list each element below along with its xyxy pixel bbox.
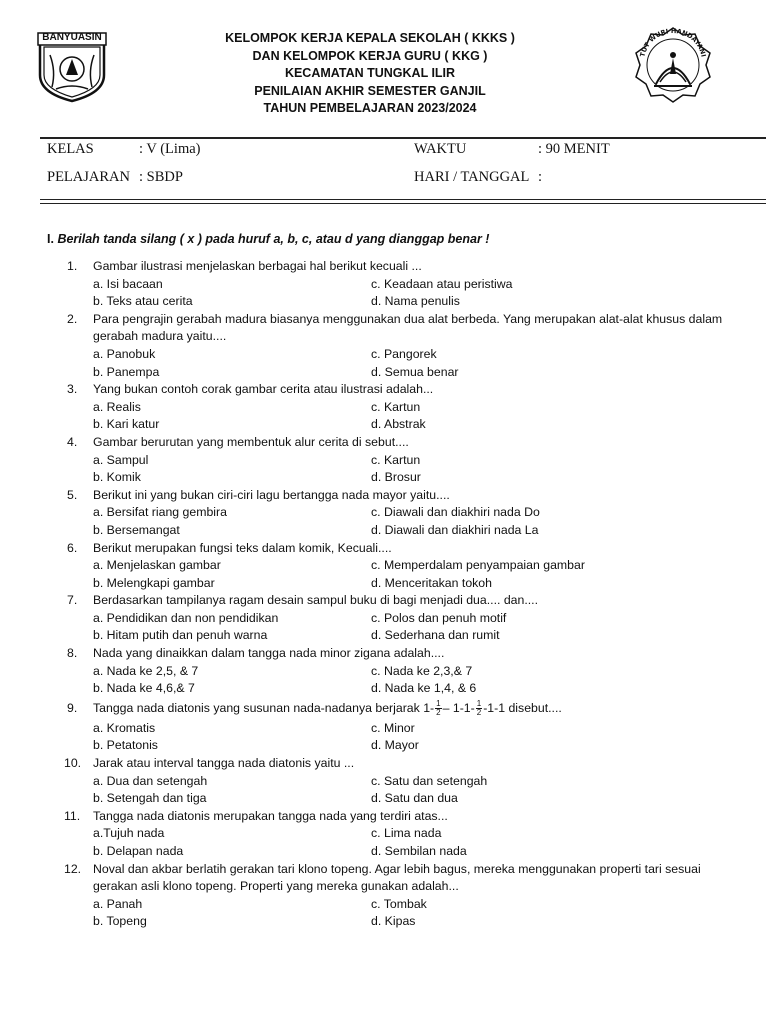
question-stem: Gambar berurutan yang membentuk alur cerita di sebut....	[93, 434, 409, 449]
option-c: c. Memperdalam penyampaian gambar	[371, 558, 585, 573]
header-line-4: PENILAIAN AKHIR SEMESTER GANJIL	[254, 83, 486, 98]
option-b: b. Delapan nada	[93, 844, 184, 858]
question-options	[0, 346, 768, 381]
question-options	[0, 557, 768, 592]
waktu-label: WAKTU	[414, 141, 467, 157]
question-stem: Tangga nada diatonis merupakan tangga nada yang terdiri atas...	[93, 808, 448, 823]
option-a: a. Isi bacaan	[93, 276, 163, 291]
option-a: a. Kromatis	[93, 720, 156, 735]
option-a: a. Bersifat riang gembira	[93, 505, 227, 520]
header-line-3: KECAMATAN TUNGKAL ILIR	[284, 66, 456, 80]
header-line-1: KELOMPOK KERJA KEPALA SEKOLAH ( KKKS )	[225, 31, 515, 45]
question-number: 11.	[64, 808, 81, 823]
fraction-denominator: 2	[436, 708, 441, 718]
question-stem: Berikut merupakan fungsi teks dalam komik, Kecuali....	[93, 540, 392, 555]
option-c: c. Pangorek	[371, 346, 437, 361]
option-d: d. Satu dan dua	[371, 791, 458, 806]
instruction-text: Berilah tanda silang ( x ) pada huruf a, b, c, atau d yang dianggap benar !	[57, 232, 490, 246]
question-list	[0, 258, 768, 931]
question-stem: Gambar ilustrasi menjelaskan berbagai hal berikut kecuali ...	[93, 259, 422, 273]
question-options	[0, 610, 768, 645]
option-d: d. Mayor	[371, 738, 419, 753]
header-line-5: TAHUN PEMBELAJARAN 2023/2024	[263, 101, 477, 115]
question-4	[0, 434, 768, 487]
option-b: b. Bersemangat	[93, 522, 180, 537]
question-options	[0, 452, 768, 487]
option-b: b. Komik	[93, 470, 141, 485]
kelas-label: KELAS	[47, 141, 94, 157]
option-a: a.Tujuh nada	[93, 826, 165, 841]
question-options	[0, 276, 768, 311]
question-number: 4.	[67, 434, 78, 449]
kelas-value: : V (Lima)	[139, 141, 201, 157]
question-options	[0, 773, 768, 808]
pelajaran-value: : SBDP	[139, 169, 183, 185]
option-d: d. Nama penulis	[371, 294, 460, 309]
question-options	[0, 896, 768, 931]
banyuasin-logo-text: BANYUASIN	[42, 32, 102, 43]
fraction-half	[435, 700, 441, 717]
question-stem: Noval dan akbar berlatih gerakan tari klono topeng. Agar lebih bagus, mereka menggunakan properti tari sesuai gerakan asli klono topeng. Properti yang mereka gunakan adalah...	[93, 861, 701, 894]
fraction-half	[476, 700, 482, 717]
section-instruction	[47, 232, 489, 246]
option-c: c. Minor	[371, 720, 415, 735]
question-options	[0, 504, 768, 539]
question-3	[0, 381, 768, 434]
option-d: d. Sederhana dan rumit	[371, 628, 500, 643]
question-options	[0, 825, 768, 860]
question-number: 2.	[67, 311, 78, 326]
stem-part-3: -1-1 disebut....	[483, 700, 562, 715]
option-a: a. Menjelaskan gambar	[93, 558, 221, 573]
option-b: b. Setengah dan tiga	[93, 791, 207, 806]
question-12	[0, 861, 768, 931]
question-stem: Para pengrajin gerabah madura biasanya menggunakan dua alat berbeda. Yang merupakan alat-alat khusus dalam gerabah madura yaitu....	[93, 311, 723, 344]
section-number: I.	[47, 232, 54, 246]
fraction-numerator: 1	[436, 699, 441, 709]
info-bottom-rule-2	[40, 203, 766, 204]
question-number: 1.	[67, 259, 78, 273]
option-a: a. Sampul	[93, 452, 149, 467]
question-9	[0, 698, 768, 755]
question-stem: Berdasarkan tampilanya ragam desain sampul buku di bagi menjadi dua.... dan....	[93, 593, 538, 608]
exam-header	[150, 30, 590, 118]
option-c: c. Diawali dan diakhiri nada Do	[371, 505, 540, 520]
question-7	[0, 592, 768, 645]
question-stem	[93, 698, 723, 720]
question-10	[0, 755, 768, 808]
option-b: b. Topeng	[93, 914, 147, 929]
question-6	[0, 540, 768, 593]
option-d: d. Brosur	[371, 470, 421, 485]
fraction-denominator: 2	[476, 708, 482, 718]
option-c: c. Nada ke 2,3,& 7	[371, 663, 473, 678]
waktu-value: : 90 MENIT	[538, 141, 610, 157]
option-b: b. Kari katur	[93, 417, 160, 432]
question-options	[0, 720, 768, 755]
stem-part-1: Tangga nada diatonis yang susunan nada-nadanya berjarak 1-	[93, 700, 435, 715]
fraction-numerator: 1	[476, 699, 482, 709]
question-number: 3.	[67, 382, 78, 397]
header-line-2: DAN KELOMPOK KERJA GURU ( KKG )	[252, 48, 488, 63]
option-b: b. Hitam putih dan penuh warna	[93, 628, 268, 643]
info-bottom-rule	[40, 199, 766, 200]
option-a: a. Pendidikan dan non pendidikan	[93, 610, 279, 625]
question-stem: Yang bukan contoh corak gambar cerita atau ilustrasi adalah...	[93, 382, 434, 397]
option-d: d. Kipas	[371, 914, 416, 929]
option-b: b. Teks atau cerita	[93, 294, 193, 309]
option-b: b. Melengkapi gambar	[93, 575, 215, 590]
question-stem: Nada yang dinaikkan dalam tangga nada minor zigana adalah....	[93, 646, 445, 661]
option-b: b. Nada ke 4,6,& 7	[93, 681, 195, 696]
question-number: 12.	[64, 861, 82, 876]
question-5	[0, 487, 768, 540]
hari-tanggal-value: :	[538, 169, 543, 185]
question-number: 9.	[67, 700, 78, 715]
question-options	[0, 663, 768, 698]
option-d: d. Abstrak	[371, 417, 426, 432]
option-c: c. Tombak	[371, 896, 427, 911]
pelajaran-label: PELAJARAN	[47, 169, 130, 185]
tut-wuri-handayani-logo	[630, 22, 716, 108]
question-11	[0, 808, 768, 861]
option-a: a. Panah	[93, 896, 143, 911]
question-number: 5.	[67, 487, 78, 502]
question-number: 10.	[64, 756, 82, 771]
option-c: c. Polos dan penuh motif	[371, 610, 507, 625]
option-d: d. Nada ke 1,4, & 6	[371, 681, 477, 696]
option-a: a. Dua dan setengah	[93, 773, 208, 788]
question-1	[0, 258, 768, 311]
hari-tanggal-label: HARI / TANGGAL	[414, 169, 530, 185]
option-d: d. Semua benar	[371, 364, 459, 379]
option-d: d. Diawali dan diakhiri nada La	[371, 522, 539, 537]
info-top-rule	[40, 137, 766, 139]
option-c: c. Lima nada	[371, 826, 442, 841]
option-a: a. Panobuk	[93, 346, 156, 361]
option-b: b. Panempa	[93, 364, 160, 379]
option-c: c. Kartun	[371, 399, 421, 414]
stem-part-2: – 1-1-	[442, 700, 475, 715]
question-stem: Berikut ini yang bukan ciri-ciri lagu bertangga nada mayor yaitu....	[93, 487, 450, 502]
question-stem: Jarak atau interval tangga nada diatonis yaitu ...	[93, 756, 355, 771]
option-b: b. Petatonis	[93, 738, 158, 753]
question-number: 8.	[67, 646, 78, 661]
question-options	[0, 399, 768, 434]
option-c: c. Keadaan atau peristiwa	[371, 276, 513, 291]
option-a: a. Nada ke 2,5, & 7	[93, 663, 199, 678]
option-c: c. Satu dan setengah	[371, 773, 488, 788]
logo-motto: TUT WURI HANDAYANI	[638, 26, 708, 58]
option-d: d. Sembilan nada	[371, 844, 467, 858]
option-c: c. Kartun	[371, 452, 421, 467]
option-a: a. Realis	[93, 399, 141, 414]
option-d: d. Menceritakan tokoh	[371, 575, 492, 590]
question-8	[0, 645, 768, 698]
question-number: 6.	[67, 540, 78, 555]
question-number: 7.	[67, 593, 78, 608]
question-2	[0, 311, 768, 381]
